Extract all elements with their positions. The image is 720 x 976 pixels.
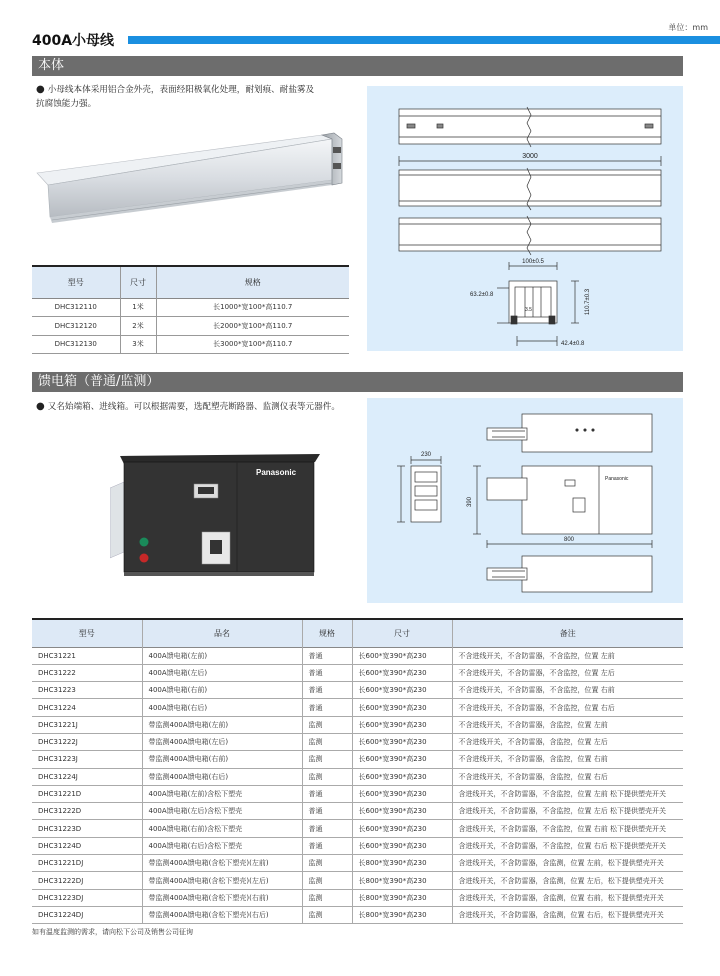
table-row bbox=[32, 298, 349, 317]
table-header-row bbox=[32, 266, 349, 298]
busbar-spec-table bbox=[32, 265, 349, 354]
table-cell: 普通 bbox=[302, 682, 352, 699]
table-header-cell: 尺寸 bbox=[120, 266, 156, 298]
feeder-box-product-image bbox=[110, 448, 330, 583]
table-cell: DHC31222J bbox=[32, 733, 142, 750]
table-cell: 400A馈电箱(右后) bbox=[142, 699, 302, 716]
table-cell: DHC31221J bbox=[32, 716, 142, 733]
table-cell: 含进线开关，不含防雷器，含监测，位置 左前，松下提供塑壳开关 bbox=[452, 855, 683, 872]
table-cell: DHC31221 bbox=[32, 647, 142, 664]
table-cell: 长600*宽390*高230 bbox=[352, 785, 452, 802]
table-cell: 不含进线开关，不含防雷器，不含监控，位置 左前 bbox=[452, 647, 683, 664]
table-cell: 400A馈电箱(左前) bbox=[142, 647, 302, 664]
feeder-table-body bbox=[32, 647, 683, 924]
table-cell: 长600*宽390*高230 bbox=[352, 682, 452, 699]
table-cell: 长800*宽390*高230 bbox=[352, 855, 452, 872]
footnote: 如有温度监测的需求，请向松下公司及销售公司征询 bbox=[32, 928, 193, 936]
table-cell: 3米 bbox=[120, 335, 156, 354]
title-row bbox=[32, 30, 720, 50]
table-cell: 不含进线开关，不含防雷器，含监控，位置 左后 bbox=[452, 733, 683, 750]
table-cell: DHC31223D bbox=[32, 820, 142, 837]
table-cell: 长600*宽390*高230 bbox=[352, 751, 452, 768]
table-cell: 长600*宽390*高230 bbox=[352, 664, 452, 681]
table-cell: 监测 bbox=[302, 751, 352, 768]
dim-l-label: 800 bbox=[563, 537, 575, 543]
dim-width-label: 100±0.5 bbox=[522, 259, 544, 265]
table-cell: DHC312130 bbox=[32, 335, 120, 354]
table-cell: 长800*宽390*高230 bbox=[352, 889, 452, 906]
table-cell: 长600*宽390*高230 bbox=[352, 699, 452, 716]
table-cell: 普通 bbox=[302, 785, 352, 802]
table-row bbox=[32, 335, 349, 354]
table-header-cell: 型号 bbox=[67, 277, 84, 287]
feeder-box-spec-table bbox=[32, 618, 683, 924]
table-cell: 带监测400A馈电箱(左后) bbox=[142, 733, 302, 750]
table-cell: 监测 bbox=[302, 768, 352, 785]
table-cell: 400A馈电箱(左后)含松下塑壳 bbox=[142, 803, 302, 820]
table-cell: 长600*宽390*高230 bbox=[352, 803, 452, 820]
table-row bbox=[32, 768, 683, 785]
table-row bbox=[32, 906, 683, 923]
table-cell: DHC31221DJ bbox=[32, 855, 142, 872]
dim-h-label: 390 bbox=[467, 496, 473, 508]
dim-side-label: 63.2±0.8 bbox=[470, 292, 494, 298]
table-cell: 含进线开关，不含防雷器，不含监控，位置 左前 松下提供塑壳开关 bbox=[452, 785, 683, 802]
table-cell: 不含进线开关，不含防雷器，含监控，位置 右后 bbox=[452, 768, 683, 785]
table-header-cell: 尺寸 bbox=[352, 619, 452, 647]
table-cell: 监测 bbox=[302, 733, 352, 750]
table-cell: 长2000*宽100*高110.7 bbox=[156, 317, 349, 336]
drawing-brand-label: Panasonic bbox=[605, 476, 629, 482]
section-header-body: 本体 bbox=[32, 56, 683, 76]
feeder-box-dimension-diagram bbox=[367, 398, 683, 603]
section1-bullet-line1: 小母线本体采用铝合金外壳，表面经阳极氧化处理，耐划痕、耐盐雾及 bbox=[47, 85, 315, 95]
table-header-cell: 型号 bbox=[78, 628, 95, 638]
page-title: 400A小母线 bbox=[32, 33, 115, 49]
table-cell: DHC312120 bbox=[32, 317, 120, 336]
bullet-icon: ● bbox=[36, 84, 45, 95]
table-cell: 带监测400A馈电箱(右前) bbox=[142, 751, 302, 768]
table-row bbox=[32, 889, 683, 906]
table-row bbox=[32, 733, 683, 750]
table-cell: 400A馈电箱(右前)含松下塑壳 bbox=[142, 820, 302, 837]
title-accent-bar bbox=[128, 36, 720, 44]
table-cell: 长800*宽390*高230 bbox=[352, 872, 452, 889]
table-row bbox=[32, 716, 683, 733]
table-cell: 监测 bbox=[302, 906, 352, 923]
table-cell: 400A馈电箱(左后) bbox=[142, 664, 302, 681]
table-cell: 400A馈电箱(左前)含松下塑壳 bbox=[142, 785, 302, 802]
table-cell: 2米 bbox=[120, 317, 156, 336]
table-cell: 普通 bbox=[302, 664, 352, 681]
table-row bbox=[32, 855, 683, 872]
table-cell: 监测 bbox=[302, 716, 352, 733]
table-cell: 含进线开关，不含防雷器，不含监控，位置 右后 松下提供塑壳开关 bbox=[452, 837, 683, 854]
table-cell: 长600*宽390*高230 bbox=[352, 733, 452, 750]
table-row bbox=[32, 785, 683, 802]
table-header-cell: 规格 bbox=[156, 266, 349, 298]
busbar-dimension-diagram bbox=[367, 86, 683, 351]
section1-bullet-line2: 抗腐蚀能力强。 bbox=[36, 99, 97, 109]
table-cell: 带监测400A馈电箱(含松下塑壳)(右前) bbox=[142, 889, 302, 906]
table-cell: DHC31224J bbox=[32, 768, 142, 785]
table-row bbox=[32, 682, 683, 699]
table-cell: 长3000*宽100*高110.7 bbox=[156, 335, 349, 354]
feeder-box-drawing bbox=[110, 448, 330, 583]
table-cell: 长1000*宽100*高110.7 bbox=[156, 298, 349, 317]
table-cell: 长600*宽390*高230 bbox=[352, 647, 452, 664]
table-cell: 含进线开关，不含防雷器，含监测，位置 左后，松下提供塑壳开关 bbox=[452, 872, 683, 889]
table-cell: 带监测400A馈电箱(含松下塑壳)(左前) bbox=[142, 855, 302, 872]
table-cell: 带监测400A馈电箱(含松下塑壳)(右后) bbox=[142, 906, 302, 923]
table-cell: DHC31224DJ bbox=[32, 906, 142, 923]
table-cell: 不含进线开关，不含防雷器，含监控，位置 左前 bbox=[452, 716, 683, 733]
table-cell: 长600*宽390*高230 bbox=[352, 837, 452, 854]
table-header-cell: 品名 bbox=[142, 619, 302, 647]
table-cell: DHC312110 bbox=[32, 298, 120, 317]
table-cell: 1米 bbox=[120, 298, 156, 317]
table-cell: 含进线开关，不含防雷器，含监测，位置 右后，松下提供塑壳开关 bbox=[452, 906, 683, 923]
table-cell: 400A馈电箱(右后)含松下塑壳 bbox=[142, 837, 302, 854]
table-cell: DHC31223J bbox=[32, 751, 142, 768]
dim-w-label: 230 bbox=[420, 452, 432, 458]
section-header-feeder-box: 馈电箱（普通/监测） bbox=[32, 372, 683, 392]
table-cell: DHC31224D bbox=[32, 837, 142, 854]
table-header-cell: 规格 bbox=[302, 619, 352, 647]
table-cell: DHC31222DJ bbox=[32, 872, 142, 889]
table-cell: 普通 bbox=[302, 647, 352, 664]
table-cell: 长800*宽390*高230 bbox=[352, 906, 452, 923]
panasonic-logo: Panasonic bbox=[256, 468, 297, 477]
table-cell: 不含进线开关，不含防雷器，不含监控，位置 左后 bbox=[452, 664, 683, 681]
table-cell: 带监测400A馈电箱(含松下塑壳)(左后) bbox=[142, 872, 302, 889]
table-cell: 含进线开关，不含防雷器，含监测，位置 右前，松下提供塑壳开关 bbox=[452, 889, 683, 906]
table-row bbox=[32, 837, 683, 854]
table-cell: 普通 bbox=[302, 803, 352, 820]
table-cell: 普通 bbox=[302, 820, 352, 837]
busbar-product-image bbox=[32, 125, 352, 235]
table-cell: 监测 bbox=[302, 872, 352, 889]
feeder-box-drawing-views bbox=[367, 398, 683, 603]
unit-label: 单位：mm bbox=[668, 23, 708, 32]
table-row bbox=[32, 803, 683, 820]
section2-bullet-line1: 又名始端箱、进线箱。可以根据需要，选配塑壳断路器、监测仪表等元器件。 bbox=[47, 402, 340, 412]
table-row bbox=[32, 647, 683, 664]
table-row bbox=[32, 751, 683, 768]
table-cell: DHC31224 bbox=[32, 699, 142, 716]
table-cell: 长600*宽390*高230 bbox=[352, 716, 452, 733]
table-cell: 监测 bbox=[302, 855, 352, 872]
section2-description bbox=[36, 400, 366, 414]
table-cell: 含进线开关，不含防雷器，不含监控，位置 右前 松下提供塑壳开关 bbox=[452, 820, 683, 837]
table-header-cell: 备注 bbox=[452, 619, 683, 647]
table-header-row bbox=[32, 619, 683, 647]
table-cell: 带监测400A馈电箱(左前) bbox=[142, 716, 302, 733]
busbar-drawing bbox=[367, 86, 683, 351]
table-cell: DHC31223 bbox=[32, 682, 142, 699]
table-cell: 普通 bbox=[302, 837, 352, 854]
table-row bbox=[32, 317, 349, 336]
table-cell: 带监测400A馈电箱(右后) bbox=[142, 768, 302, 785]
dim-height-label: 110.7±0.3 bbox=[585, 288, 591, 316]
table-cell: 不含进线开关，不含防雷器，不含监控，位置 右前 bbox=[452, 682, 683, 699]
table-row bbox=[32, 664, 683, 681]
section1-description bbox=[36, 83, 346, 111]
table-cell: 含进线开关，不含防雷器，不含监控，位置 左后 松下提供塑壳开关 bbox=[452, 803, 683, 820]
table-cell: DHC31222D bbox=[32, 803, 142, 820]
table-cell: 监测 bbox=[302, 889, 352, 906]
table-cell: 400A馈电箱(右前) bbox=[142, 682, 302, 699]
table-cell: 长600*宽390*高230 bbox=[352, 768, 452, 785]
table-cell: DHC31221D bbox=[32, 785, 142, 802]
dim-bottom-label: 42.4±0.8 bbox=[561, 341, 585, 347]
table-cell: 不含进线开关，不含防雷器，不含监控，位置 右后 bbox=[452, 699, 683, 716]
table-cell: 长600*宽390*高230 bbox=[352, 820, 452, 837]
table-row bbox=[32, 872, 683, 889]
table-cell: DHC31222 bbox=[32, 664, 142, 681]
table-cell: DHC31223DJ bbox=[32, 889, 142, 906]
table-row bbox=[32, 699, 683, 716]
dim-gap-label: 3.5 bbox=[525, 307, 532, 313]
table-row bbox=[32, 820, 683, 837]
bullet-icon: ● bbox=[36, 401, 45, 412]
table-cell: 普通 bbox=[302, 699, 352, 716]
table-cell: 不含进线开关，不含防雷器，含监控，位置 右前 bbox=[452, 751, 683, 768]
dim-length-label: 3000 bbox=[522, 153, 538, 160]
